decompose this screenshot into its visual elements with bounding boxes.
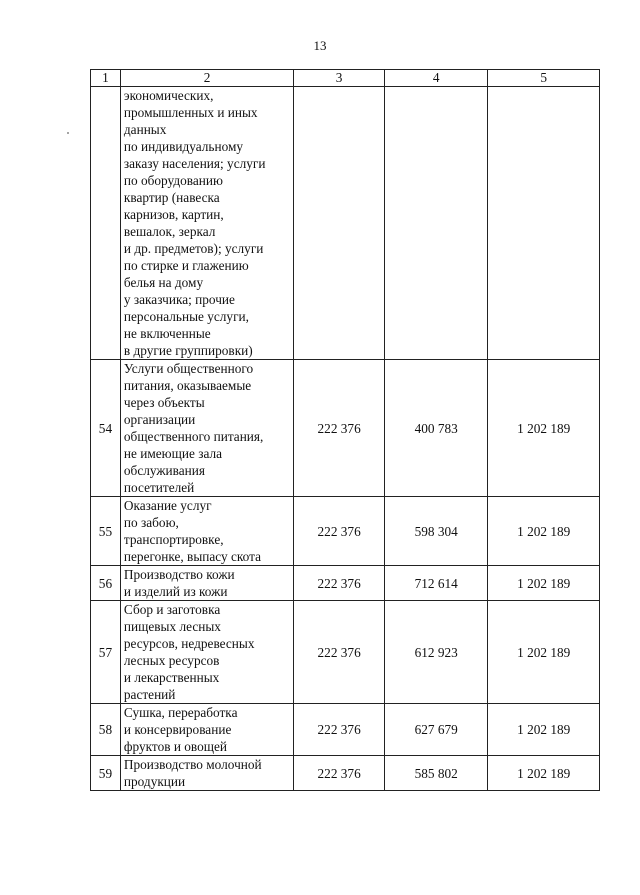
table-row [91,601,600,704]
value-col-3 [294,87,385,360]
service-name: Сбор и заготовка пищевых лесных ресурсов, недревесных лесных ресурсов и лекарственных растений [120,601,293,704]
row-number [91,87,121,360]
service-name: Производство кожи и изделий из кожи [120,566,293,601]
value-col-5: 1 202 189 [488,497,600,566]
value-col-4: 400 783 [384,360,488,497]
table-row [91,497,600,566]
data-table [90,69,600,791]
header-row [91,70,600,87]
row-number: 55 [91,497,121,566]
value-col-3: 222 376 [294,566,385,601]
value-col-4: 585 802 [384,756,488,791]
service-name: Производство молочной продукции [120,756,293,791]
header-col-1: 1 [91,70,121,87]
service-name: Оказание услуг по забою, транспортировке, перегонке, выпасу скота [120,497,293,566]
value-col-3: 222 376 [294,601,385,704]
row-number: 59 [91,756,121,791]
header-col-3: 3 [294,70,385,87]
value-col-4 [384,87,488,360]
value-col-4: 627 679 [384,704,488,756]
header-col-4: 4 [384,70,488,87]
header-col-2: 2 [120,70,293,87]
value-col-5: 1 202 189 [488,601,600,704]
row-number: 54 [91,360,121,497]
service-name: Услуги общественного питания, оказываемые через объекты организации общественного питания, не имеющие зала обслуживания посетителей [120,360,293,497]
table-row [91,360,600,497]
value-col-4: 712 614 [384,566,488,601]
value-col-4: 612 923 [384,601,488,704]
value-col-4: 598 304 [384,497,488,566]
scan-speck [67,132,69,134]
value-col-5: 1 202 189 [488,566,600,601]
value-col-5: 1 202 189 [488,360,600,497]
table-row [91,566,600,601]
table-row [91,87,600,360]
service-name: Сушка, переработка и консервирование фруктов и овощей [120,704,293,756]
page-number: 13 [313,38,327,53]
value-col-5: 1 202 189 [488,756,600,791]
value-col-3: 222 376 [294,497,385,566]
table-row [91,704,600,756]
value-col-3: 222 376 [294,756,385,791]
row-number: 57 [91,601,121,704]
row-number: 56 [91,566,121,601]
value-col-3: 222 376 [294,704,385,756]
value-col-5 [488,87,600,360]
table-row [91,756,600,791]
service-name: экономических, промышленных и иных данных по индивидуальному заказу населения; услуги по оборудованию квартир (навеска карнизов, картин, вешалок, зеркал и др. предметов); услуги по стирке и глажению белья на дому у заказчика; прочие персональные услуги, не включенные в другие группировки) [120,87,293,360]
value-col-5: 1 202 189 [488,704,600,756]
value-col-3: 222 376 [294,360,385,497]
row-number: 58 [91,704,121,756]
header-col-5: 5 [488,70,600,87]
